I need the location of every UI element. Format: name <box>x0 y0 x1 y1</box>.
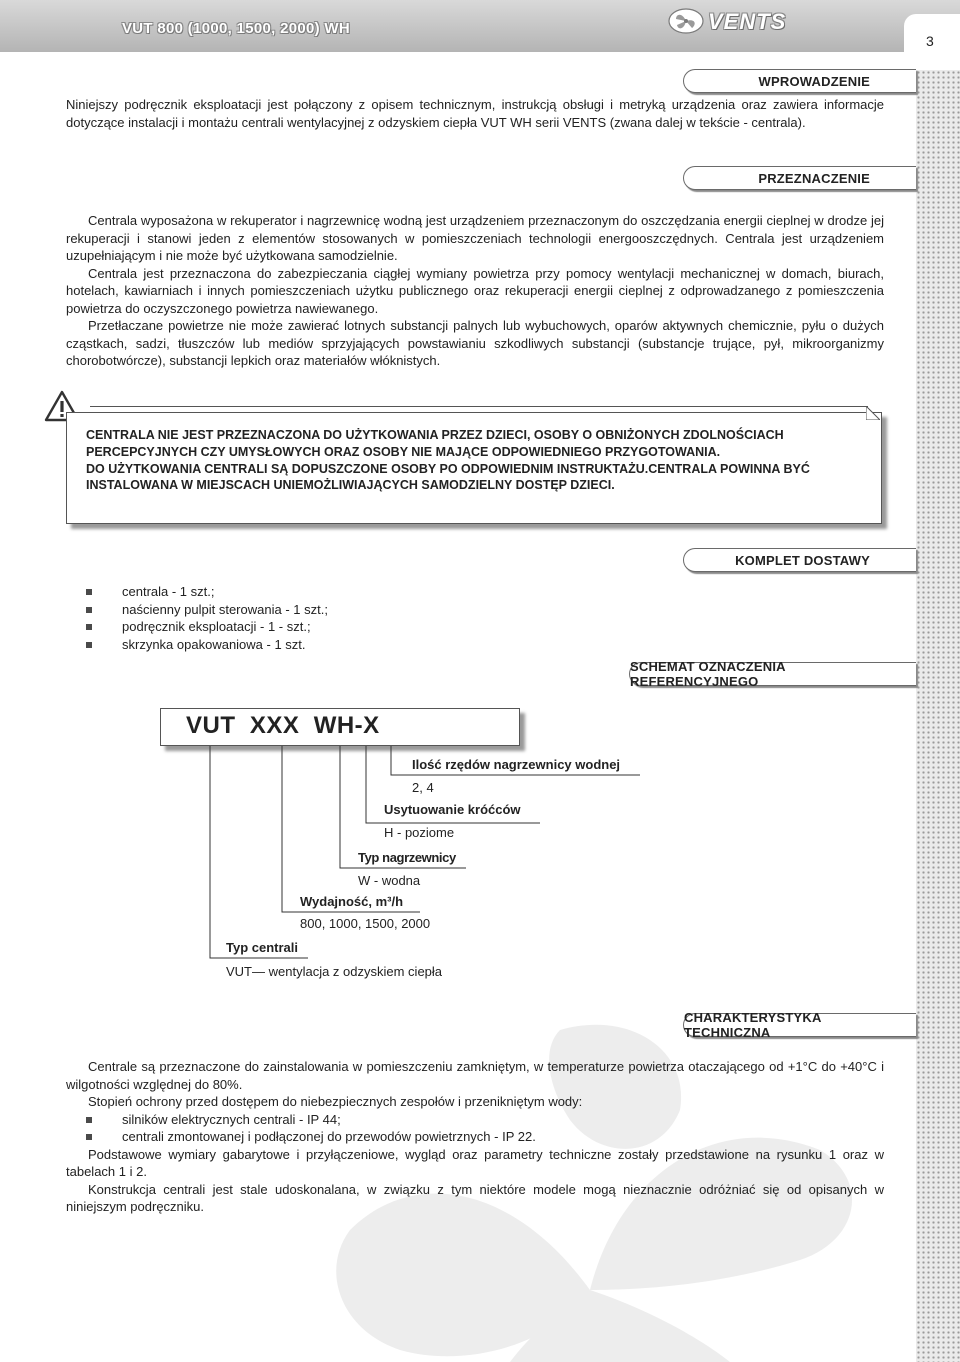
purpose-text <box>66 212 884 370</box>
list-item: skrzynka opakowaniowa - 1 szt. <box>86 636 328 654</box>
warning-text <box>86 427 866 494</box>
vents-logo <box>668 8 818 34</box>
specs-paragraph-3: Podstawowe wymiary gabarytowe i przyłączeniowe, wygląd oraz parametry techniczne zostały przedstawione na rysunku 1 oraz w tabelach 1 i 2. <box>66 1146 884 1179</box>
reference-code: VUT XXX WH-X <box>186 712 380 739</box>
section-heading-purpose: PRZEZNACZENIE <box>683 166 916 190</box>
fan-logo-icon <box>668 8 704 34</box>
logo-text: VENTS <box>708 9 787 34</box>
page-fold-icon <box>866 406 880 420</box>
section-heading-delivery: KOMPLET DOSTAWY <box>683 548 916 572</box>
warning-line-1: CENTRALA NIE JEST PRZEZNACZONA DO UŻYTKOWANIA PRZEZ DZIECI, OSOBY O OBNIŻONYCH ZDOLNOŚCIACH PERCEPCYJNYCH CZY UMYSŁOWYCH ORAZ OSOBY NIE MAJĄCE ODPOWIEDNIEGO PRZYGOTOWANIA. <box>86 428 784 459</box>
warning-divider <box>90 406 868 407</box>
heater-label: Typ nagrzewnicy <box>358 850 456 865</box>
purpose-paragraph-1: Centrala wyposażona w rekuperator i nagrzewnicę wodną jest urządzeniem przeznaczonym do oszczędzania energii cieplnej w drodze jej rekuperacji i stanowi jeden z elementów stosowanych w pomieszczeniach technologii energooszczędnych. Centrala jest urządzeniem uzupełniającym i nie może być użytkowana samodzielnie. <box>66 213 884 263</box>
section-heading-reference: SCHEMAT OZNACZENIA REFERENCYJNEGO <box>629 662 916 686</box>
section-heading-specs: CHARAKTERYSTYKA TECHNICZNA <box>683 1013 916 1037</box>
specs-text <box>66 1058 884 1216</box>
heater-value: W - wodna <box>358 873 421 888</box>
capacity-value: 800, 1000, 1500, 2000 <box>300 916 431 931</box>
warning-line-2: DO UŻYTKOWANIA CENTRALI SĄ DOPUSZCZONE OSOBY PO ODPOWIEDNIM INSTRUKTAŻU.CENTRALA POWINNA BYĆ INSTALOWANA W MIEJSCACH UNIEMOŻLIWIAJĄCYCH SAMODZIELNY DOSTĘP DZIECI. <box>86 461 810 493</box>
section-heading-intro: WPROWADZENIE <box>683 69 916 93</box>
page-number: 3 <box>926 33 934 49</box>
capacity-label: Wydajność, m³/h <box>300 894 404 909</box>
delivery-list <box>86 583 328 653</box>
list-item: podręcznik eksploatacji - 1 - szt.; <box>86 618 328 636</box>
specs-paragraph-4: Konstrukcja centrali jest stale udoskonalana, w związku z tym niektóre modele mogą nieznacznie odróżniać się od opisanych w niniejszym podręczniku. <box>66 1181 884 1214</box>
protection-list <box>86 1111 904 1146</box>
list-item: silników elektrycznych centrali - IP 44; <box>86 1111 904 1129</box>
purpose-paragraph-3: Przetłaczane powietrze nie może zawierać lotnych substancji palnych lub wybuchowych, oparów aktywnych chemicznie, pyłu o dużych cząstkach, sadzi, tłuszczów lub mediów sprzyjających powstawianiu szkodliwych substancji (substancje trujące, pył, mikroorganizmy chorobotwórcze), substancji lepkich oraz materiałów włóknistych. <box>66 318 884 368</box>
specs-paragraph-1: Centrale są przeznaczone do zainstalowania w pomieszczeniu zamkniętym, w temperaturze powietrza otaczającego od +1°C do +40°C i wilgotności względnej do 80%. <box>66 1059 884 1092</box>
type-value: VUT— wentylacja z odzyskiem ciepła <box>226 964 443 979</box>
outlet-label: Usytuowanie króćców <box>384 802 521 817</box>
header-title: VUT 800 (1000, 1500, 2000) WH <box>122 20 350 37</box>
rows-label: Ilość rzędów nagrzewnicy wodnej <box>412 757 621 772</box>
specs-paragraph-2: Stopień ochrony przed dostępem do niebezpiecznych zespołów i przenikniętym wody: <box>88 1094 583 1109</box>
list-item: centrala - 1 szt.; <box>86 583 328 601</box>
intro-paragraph: Niniejszy podręcznik eksploatacji jest połączony z opisem technicznym, instrukcją obsługi i metryką urządzenia oraz zawiera informacje dotyczące instalacji i montażu centrali wentylacyjnej z odzyskiem ciepła VUT WH serii VENTS (zwana dalej w tekście - centrala). <box>66 97 884 130</box>
type-label: Typ centrali <box>226 940 299 955</box>
list-item: naścienny pulpit sterowania - 1 szt.; <box>86 601 328 619</box>
outlet-value: H - poziome <box>384 825 455 840</box>
rows-value: 2, 4 <box>412 780 434 795</box>
dotted-side-strip <box>916 70 960 1362</box>
list-item: centrali zmontowanej i podłączonej do przewodów powietrznych - IP 22. <box>86 1128 904 1146</box>
purpose-paragraph-2: Centrala jest przeznaczona do zabezpieczania ciągłej wymiany powietrza przy pomocy wentylacji mechanicznej w domach, biurach, hotelach, kawiarniach i innych pomieszczeniach użytku publicznego oraz rekuperacji energii cieplnej z odprowadzanego z pomieszczenia powietrza do oczyszczonego powietrza nawiewanego. <box>66 265 884 316</box>
